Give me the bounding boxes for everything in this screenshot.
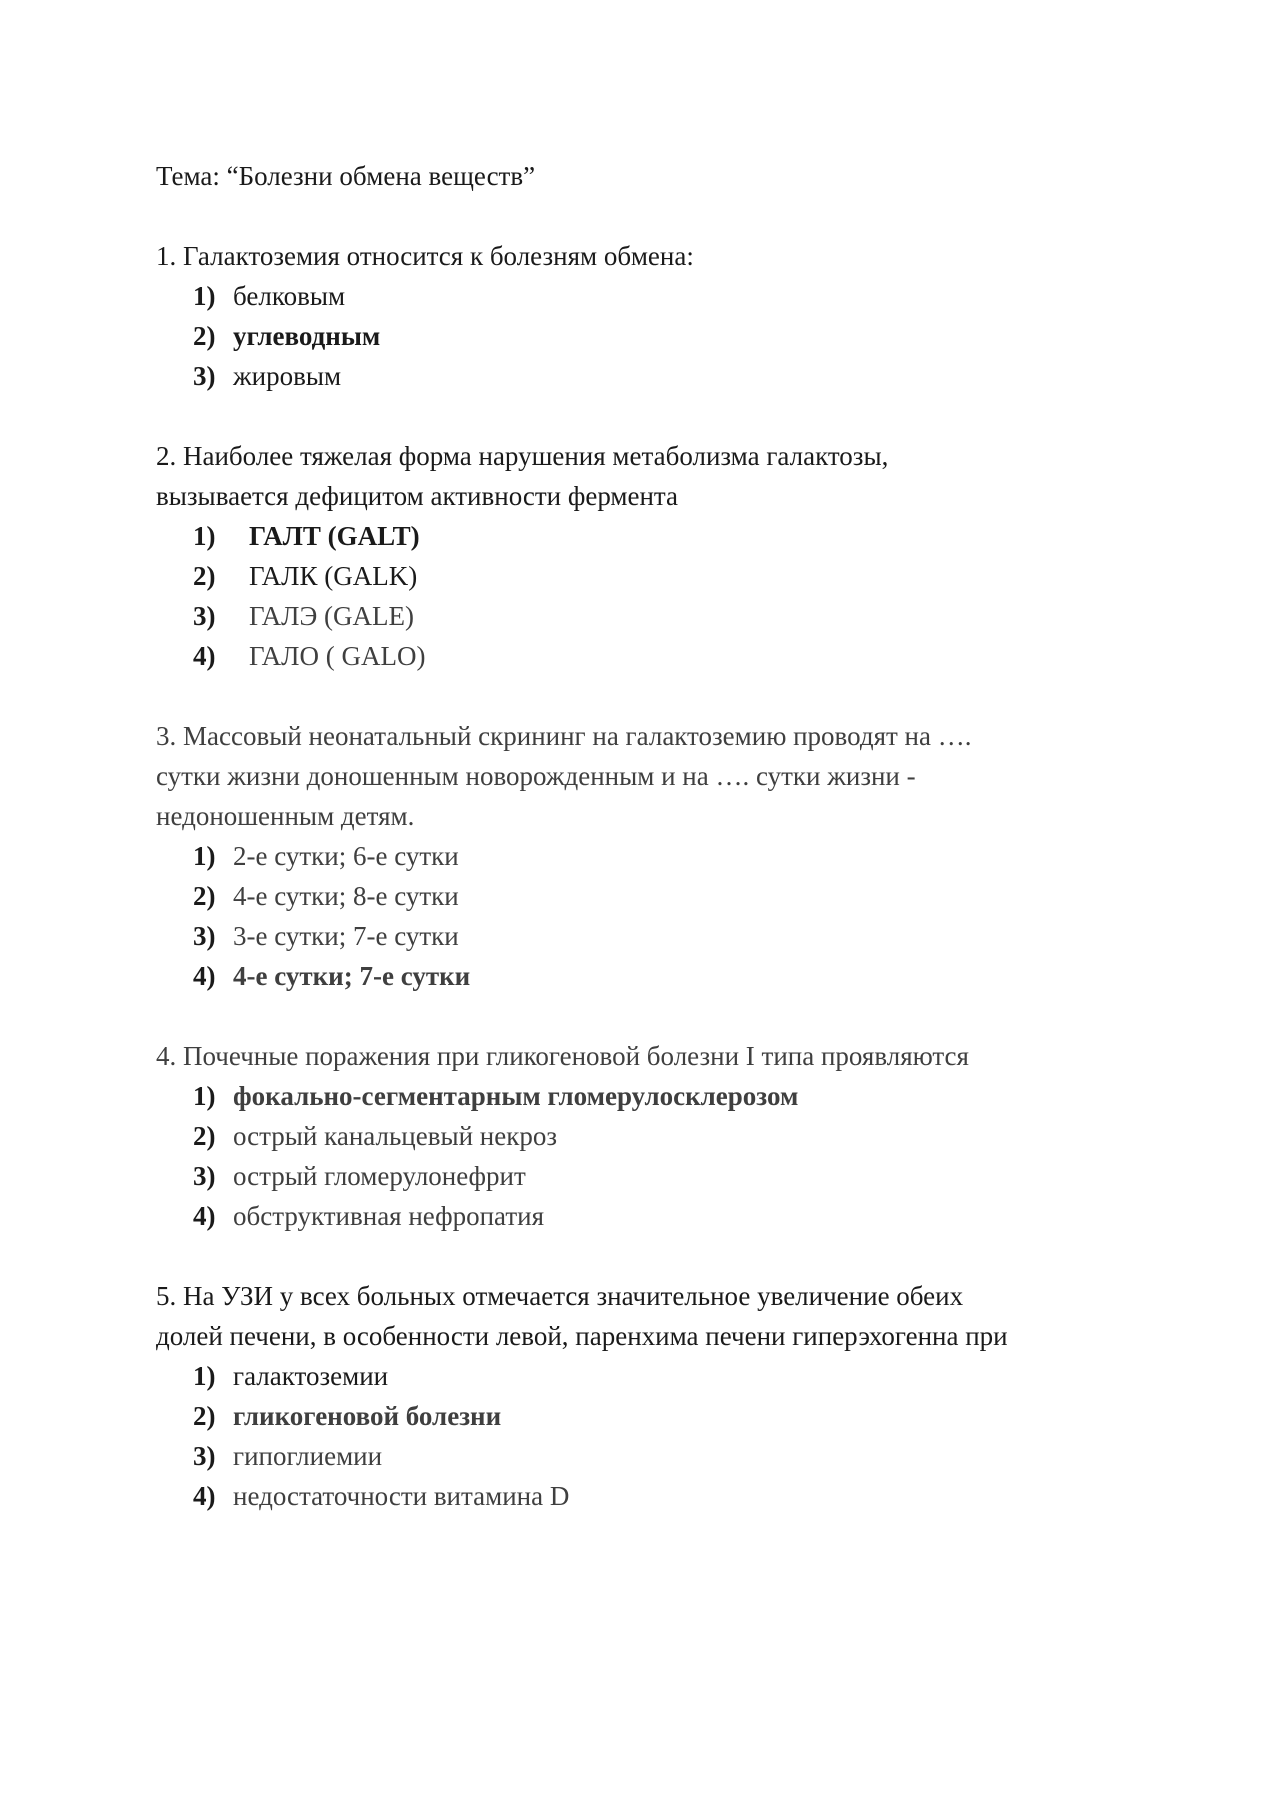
question-4 [156,1036,1156,1236]
answer-item [156,356,1156,396]
question-text-line: долей печени, в особенности левой, паренхима печени гиперэхогенна при [156,1321,1008,1351]
document-page [156,156,1156,1556]
answer-item [156,876,1156,916]
answer-text: ГАЛО ( GALO) [249,641,426,671]
answer-item [156,636,1156,676]
question-text: 1. Галактоземия относится к болезням обмена: [156,241,694,271]
answer-item [156,1076,1156,1116]
answer-text: 3-е сутки; 7-е сутки [233,921,459,951]
answer-text: белковым [233,281,346,311]
answer-number: 2) [193,1401,216,1431]
answer-list [156,836,1156,996]
question-text: 4. Почечные поражения при гликогеновой болезни I типа проявляются [156,1041,969,1071]
answer-text: острый гломерулонефрит [233,1161,526,1191]
question-5 [156,1276,1156,1516]
answer-item [156,1356,1156,1396]
answer-text: обструктивная нефропатия [233,1201,545,1231]
answer-list [156,1076,1156,1236]
answer-item [156,1196,1156,1236]
answer-item [156,916,1156,956]
answer-text-correct: гликогеновой болезни [233,1401,502,1431]
answer-text-correct: фокально-сегментарным гломерулосклерозом [233,1081,799,1111]
answer-text: жировым [233,361,342,391]
answer-number: 4) [193,1481,216,1511]
answer-item [156,516,1156,556]
answer-number: 4) [193,1201,216,1231]
answer-number: 3) [193,1441,216,1471]
answer-number: 3) [193,921,216,951]
answer-item [156,1156,1156,1196]
answer-number: 2) [193,321,216,351]
question-text-line: вызывается дефицитом активности фермента [156,481,679,511]
answer-text: галактоземии [233,1361,389,1391]
question-3 [156,716,1156,996]
question-text-line: сутки жизни доношенным новорожденным и на …. сутки жизни - [156,761,916,791]
question-text-line: 3. Массовый неонатальный скрининг на галактоземию проводят на …. [156,721,972,751]
answer-item [156,1396,1156,1436]
answer-number: 1) [193,1361,216,1391]
question-text-line: 2. Наиболее тяжелая форма нарушения метаболизма галактозы, [156,441,889,471]
answer-item [156,276,1156,316]
document-title: Тема: “Болезни обмена веществ” [156,161,536,191]
answer-text: недостаточности витамина D [233,1481,570,1511]
answer-number: 3) [193,601,216,631]
answer-text: ГАЛК (GALK) [249,561,418,591]
answer-number: 2) [193,881,216,911]
answer-item [156,316,1156,356]
question-text-line: недоношенным детям. [156,801,415,831]
answer-item [156,1436,1156,1476]
answer-number: 3) [193,361,216,391]
answer-text-correct: ГАЛТ (GALT) [249,521,420,551]
answer-text-correct: 4-е сутки; 7-е сутки [233,961,471,991]
question-1 [156,236,1156,396]
answer-text: ГАЛЭ (GALE) [249,601,415,631]
answer-number: 3) [193,1161,216,1191]
answer-item [156,836,1156,876]
answer-item [156,596,1156,636]
answer-text: 2-е сутки; 6-е сутки [233,841,459,871]
answer-item [156,1116,1156,1156]
answer-number: 2) [193,1121,216,1151]
answer-text: гипоглиемии [233,1441,383,1471]
answer-item [156,556,1156,596]
answer-number: 2) [193,561,216,591]
answer-list [156,1356,1156,1516]
answer-number: 1) [193,841,216,871]
answer-number: 4) [193,961,216,991]
answer-text: 4-е сутки; 8-е сутки [233,881,459,911]
answer-list [156,516,1156,676]
answer-item [156,956,1156,996]
question-text-line: 5. На УЗИ у всех больных отмечается значительное увеличение обеих [156,1281,964,1311]
answer-number: 4) [193,641,216,671]
answer-list [156,276,1156,396]
answer-text: острый канальцевый некроз [233,1121,558,1151]
answer-item [156,1476,1156,1516]
answer-number: 1) [193,1081,216,1111]
answer-number: 1) [193,521,216,551]
question-2 [156,436,1156,676]
answer-text-correct: углеводным [233,321,381,351]
answer-number: 1) [193,281,216,311]
